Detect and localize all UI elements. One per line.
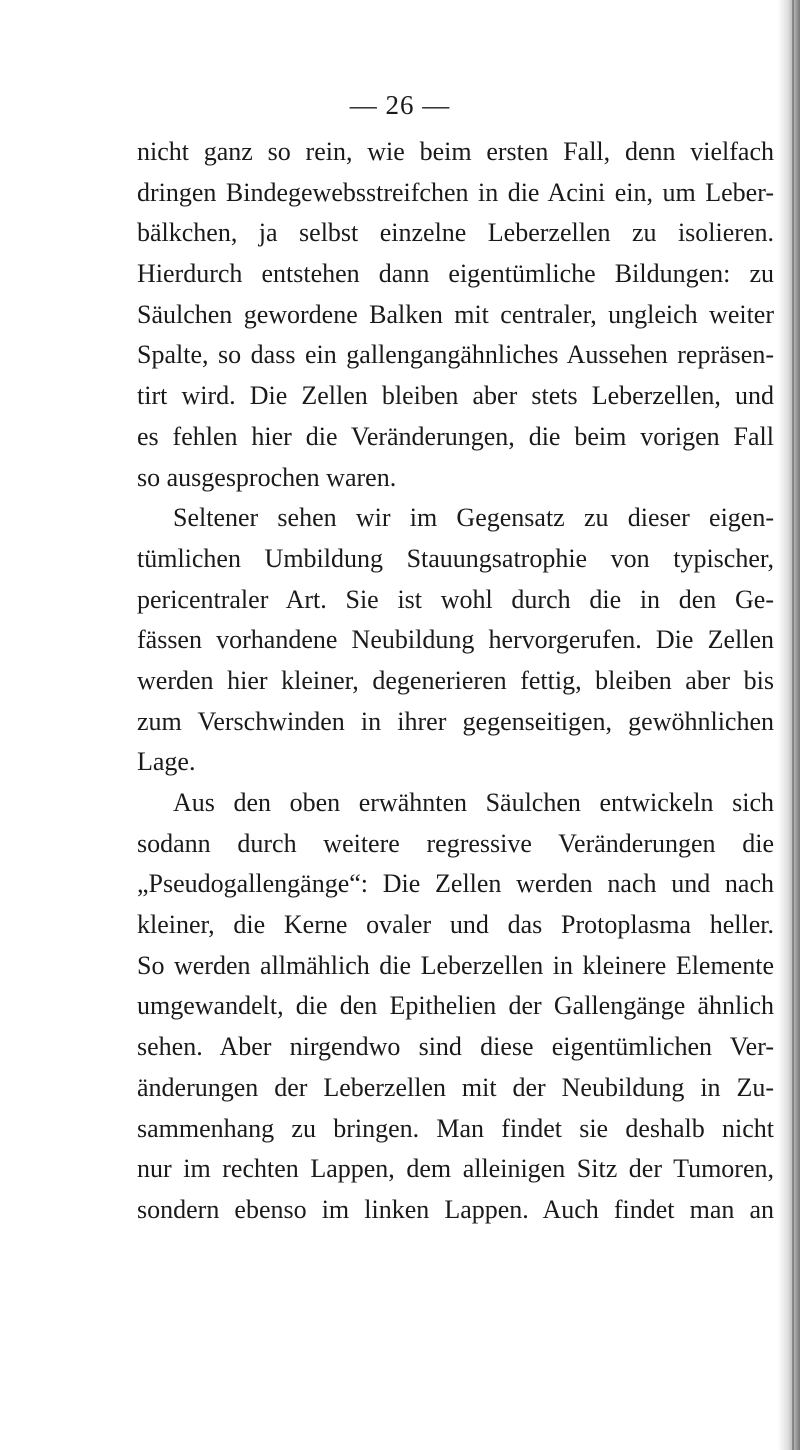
text-line: Lage.: [137, 747, 196, 777]
text-line: Säulchen gewordene Balken mit centraler, ungleich weiter: [137, 299, 774, 329]
text-line: fässen vorhandene Neubildung hervorgerufen. Die Zellen: [137, 625, 774, 655]
text-line: nur im rechten Lappen, dem alleinigen Sitz der Tumoren,: [137, 1154, 774, 1184]
text-line: es fehlen hier die Veränderungen, die beim vorigen Fall: [137, 421, 774, 451]
text-line: sammenhang zu bringen. Man findet sie deshalb nicht: [137, 1113, 774, 1143]
text-line: pericentraler Art. Sie ist wohl durch die in den Ge-: [137, 584, 774, 614]
text-line: bälkchen, ja selbst einzelne Leberzellen zu isolieren.: [137, 218, 774, 248]
text-line: kleiner, die Kerne ovaler und das Protoplasma heller.: [137, 910, 774, 940]
paragraph-start-line: Seltener sehen wir im Gegensatz zu dieser eigen-: [173, 503, 774, 533]
text-line: werden hier kleiner, degenerieren fettig, bleiben aber bis: [137, 665, 774, 695]
text-line: So werden allmählich die Leberzellen in kleinere Elemente: [137, 950, 774, 980]
text-line: zum Verschwinden in ihrer gegenseitigen, gewöhnlichen: [137, 706, 774, 736]
text-line: so ausgesprochen waren.: [137, 462, 397, 492]
text-line: tümlichen Umbildung Stauungsatrophie von typischer,: [137, 543, 774, 573]
text-line: umgewandelt, die den Epithelien der Gallengänge ähnlich: [137, 991, 774, 1021]
text-line: sondern ebenso im linken Lappen. Auch findet man an: [137, 1194, 774, 1224]
page-number: — 26 —: [349, 90, 451, 120]
paragraph-start-line: Aus den oben erwähnten Säulchen entwickeln sich: [173, 788, 774, 817]
text-line: dringen Bindegewebsstreifchen in die Acini ein, um Leber-: [137, 177, 774, 207]
text-line: sehen. Aber nirgendwo sind diese eigentümlichen Ver-: [137, 1032, 774, 1062]
text-line: nicht ganz so rein, wie beim ersten Fall, denn vielfach: [137, 137, 774, 166]
body-text: [137, 132, 774, 1231]
page-edge-shadow: [778, 0, 800, 1450]
text-line: „Pseudogallengänge“: Die Zellen werden nach und nach: [137, 869, 774, 899]
text-line: tirt wird. Die Zellen bleiben aber stets Leberzellen, und: [137, 381, 774, 411]
text-line: änderungen der Leberzellen mit der Neubildung in Zu-: [137, 1072, 774, 1102]
text-line: Hierdurch entstehen dann eigentümliche Bildungen: zu: [137, 259, 774, 289]
text-line: Spalte, so dass ein gallengangähnliches Aussehen repräsen-: [137, 340, 774, 370]
text-line: sodann durch weitere regressive Veränderungen die: [137, 828, 774, 858]
